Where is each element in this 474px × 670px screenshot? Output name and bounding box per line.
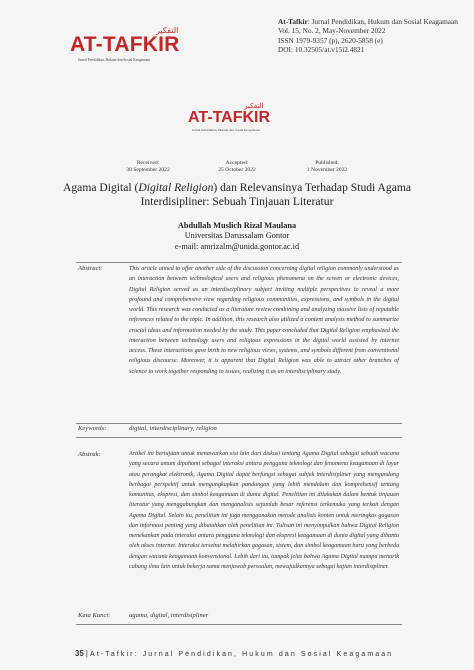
published-value: 1 November 2022 <box>306 167 348 173</box>
journal-logo <box>70 26 210 62</box>
logo-wordmark: AT-TAFKIR <box>70 33 180 56</box>
journal-name: At-Tafkir <box>278 17 308 26</box>
journal-volume: Vol. 15, No. 2, May-November 2022 <box>278 26 386 36</box>
journal-doi: DOI: 10.32505/at.v15i2.4821 <box>278 44 365 54</box>
author-affiliation: Universitas Darussalam Gontor <box>184 231 290 241</box>
accepted-date <box>206 160 268 174</box>
keywords-label: Keywords: <box>78 425 107 432</box>
journal-subtitle: : Jurnal Pendidikan, Hukum dan Sosial Keagamaan <box>307 17 458 26</box>
received-date <box>118 160 178 174</box>
author-name: Abdullah Muslich Rizal Maulana <box>177 221 297 230</box>
abstrak-text: Artikel ini bertujuan untuk menawarkan sisi lain dari diskusi tentang Agama Digital sebagai sebuah wacana yang secara umum dipahami sebagai interaksi antara pengguna teknologi dan fenomena keagamaan di layar atau perangkat elektronik, Agama Digital dapat berfungsi sebagai subjek interdisipliner yang mengundang berbagai perspektif untuk mengungkapkan pandangan yang lebih mendalam dan komprehensif tentang komunitas, ekspresi, dan simbol keagamaan di dunia digital. Penelitian ini dilakukan dalam bentuk tinjauan literatur yang menggabungkan dan menganalisis sejumlah besar referensi terkemuka yang terkait dengan Agama Digital. Selain itu, penelitian ini juga menggunakan metode analisis konten untuk meringkas gagasan dan informasi penting yang dibutuhkan oleh penelitian ini. Tulisan ini menyimpulkan bahwa Digital Religion menekankan pada interaksi antara pengguna teknologi dan ekspresi keagamaan di dunia digital yang dibantu oleh akses internet. Interaksi tersebut melahirkan gagasan, sistem, dan simbol keagamaan baru yang berbeda dengan wacana keagamaan konvensional. Lebih dari itu, tampak jelas bahwa Agama Digital mampu menarik cabang ilmu lain untuk bekerja sama menjawab persoalan, mewujudkannya sebagai kajian interdisipliner. <box>129 451 399 570</box>
author-email: e-mail: amrizalm@unida.gontor.ac.id <box>174 241 300 251</box>
article-title <box>60 181 414 208</box>
accepted-label: Accepted: <box>225 160 249 166</box>
kata-kunci-label: Kata Kunci: <box>78 612 111 619</box>
divider <box>76 262 402 263</box>
journal-name-line <box>278 17 468 26</box>
accepted-value: 25 October 2022 <box>218 167 256 173</box>
title-italic: Digital Religion <box>138 181 214 194</box>
published-label: Published: <box>315 160 339 166</box>
title-part-2: ) dan Relevansinya Terhadap Studi Agama Interdisipliner: Sebuah Tinjauan Literatur <box>140 181 411 208</box>
center-journal-logo <box>188 101 298 135</box>
journal-issn: ISSN 1979-9357 (p), 2620-5858 (e) <box>278 35 383 45</box>
footer-journal: At-Tafkir: Jurnal Pendidikan, Hukum dan Sosial Keagamaan <box>90 651 394 658</box>
keywords-text: digital, interdisciplinary, religion <box>129 425 217 432</box>
center-logo-wordmark: AT-TAFKIR <box>188 109 271 126</box>
published-date <box>296 160 358 174</box>
title-part-1: Agama Digital ( <box>63 181 139 194</box>
abstract-label: Abstract: <box>78 265 103 272</box>
logo-arabic-text: التفكير <box>156 26 179 35</box>
kata-kunci-text: agama, digital, interdisipliner <box>129 612 209 619</box>
page-footer <box>75 649 393 658</box>
center-logo-tagline: Jurnal Pendidikan, Hukum dan Sosial Keagamaan <box>192 128 260 132</box>
abstrak-label: Abstrak: <box>78 451 101 458</box>
center-logo-arabic: التفكير <box>244 102 264 110</box>
divider <box>76 437 402 438</box>
received-label: Received: <box>136 160 160 166</box>
divider <box>76 624 402 625</box>
received-value: 30 September 2022 <box>126 167 170 173</box>
journal-meta <box>278 17 468 54</box>
divider <box>76 423 402 424</box>
footer-separator: | <box>83 649 91 658</box>
abstract-text: This article aimed to offer another side of the discussion concerning digital religion commonly understood as an interaction between technological users and religious phenomena on the screen or electronic devices, Digital Religion served as an interdisciplinary subject inviting multiple perspectives to reveal a more profound and comprehensive view regarding religious communities, expressions, and symbols in the digital world. This research was conducted as a literature review combining and analyzing massive lists of reputable references related to the topic. In addition, this research also utilized a content analysis method to summarize crucial ideas and information needed by the study. This paper concluded that Digital Religion emphasized the interaction between technology users and religious expressions in the digital world assisted by internet access. These interactions gave birth to new religious views, systems, and symbols different from conventional religious discourse. Moreover, it is apparent that Digital Religion was able to attract other branches of science to work together responding to issues, realizing it as an interdisciplinary study. <box>129 266 399 375</box>
page-number: 35 <box>75 649 84 658</box>
logo-tagline: Jurnal Pendidikan, Hukum dan Sosial Keagamaan <box>78 58 151 62</box>
author-block <box>100 221 374 252</box>
